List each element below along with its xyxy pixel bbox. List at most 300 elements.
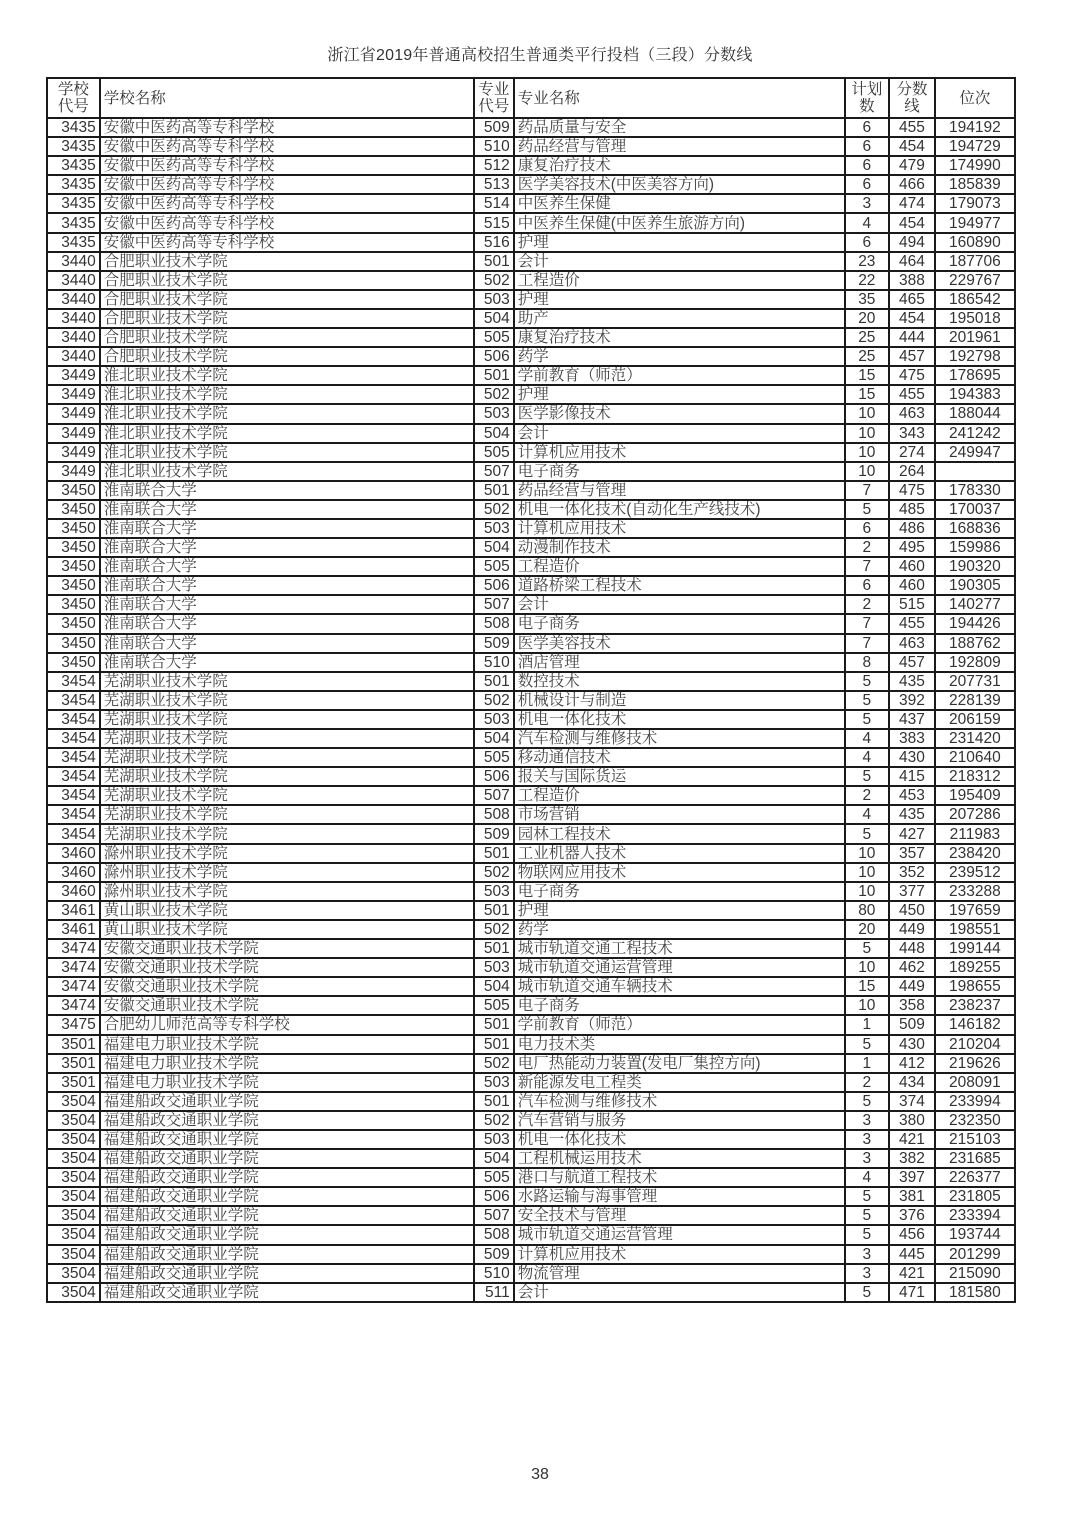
school-code-cell: 3450 — [47, 500, 100, 519]
table-row — [47, 653, 1015, 672]
score-line-cell: 343 — [889, 424, 935, 443]
score-line-cell: 453 — [889, 786, 935, 805]
score-line-cell: 494 — [889, 233, 935, 252]
major-code-cell: 503 — [474, 1073, 514, 1092]
table-row — [47, 977, 1015, 996]
plan-count-cell: 6 — [845, 233, 890, 252]
table-row — [47, 366, 1015, 385]
table-row — [47, 634, 1015, 653]
plan-count-cell: 4 — [845, 805, 890, 824]
rank-cell: 179073 — [935, 194, 1015, 213]
table-row — [47, 462, 1015, 481]
score-line-cell: 455 — [889, 614, 935, 633]
rank-cell: 194192 — [935, 118, 1015, 137]
score-line-cell: 495 — [889, 538, 935, 557]
score-line-cell: 430 — [889, 1035, 935, 1054]
school-code-cell: 3504 — [47, 1111, 100, 1130]
table-row — [47, 1130, 1015, 1149]
school-name-cell: 安徽中医药高等专科学校 — [100, 213, 474, 232]
rank-cell: 241242 — [935, 424, 1015, 443]
plan-count-cell: 25 — [845, 328, 890, 347]
school-name-cell: 安徽交通职业技术学院 — [100, 996, 474, 1015]
table-row — [47, 1111, 1015, 1130]
school-code-cell: 3450 — [47, 634, 100, 653]
table-row — [47, 691, 1015, 710]
table-row — [47, 156, 1015, 175]
school-code-cell: 3454 — [47, 767, 100, 786]
plan-count-cell: 20 — [845, 920, 890, 939]
school-code-cell: 3501 — [47, 1035, 100, 1054]
rank-cell: 239512 — [935, 863, 1015, 882]
score-line-cell: 427 — [889, 824, 935, 843]
school-code-cell: 3454 — [47, 710, 100, 729]
major-name-cell: 物流管理 — [514, 1264, 845, 1283]
school-name-cell: 芜湖职业技术学院 — [100, 805, 474, 824]
major-code-cell: 504 — [474, 538, 514, 557]
school-code-cell: 3504 — [47, 1225, 100, 1244]
school-name-cell: 芜湖职业技术学院 — [100, 729, 474, 748]
score-line-cell: 382 — [889, 1149, 935, 1168]
plan-count-cell: 15 — [845, 385, 890, 404]
table-row — [47, 901, 1015, 920]
rank-cell: 194383 — [935, 385, 1015, 404]
plan-count-cell: 5 — [845, 1035, 890, 1054]
major-name-cell: 会计 — [514, 595, 845, 614]
school-code-cell: 3454 — [47, 672, 100, 691]
school-name-cell: 淮南联合大学 — [100, 500, 474, 519]
rank-cell: 195409 — [935, 786, 1015, 805]
score-line-cell: 455 — [889, 118, 935, 137]
major-name-cell: 电子商务 — [514, 996, 845, 1015]
table-row — [47, 1035, 1015, 1054]
major-code-cell: 506 — [474, 347, 514, 366]
rank-cell: 233288 — [935, 882, 1015, 901]
major-name-cell: 报关与国际货运 — [514, 767, 845, 786]
school-name-cell: 淮北职业技术学院 — [100, 385, 474, 404]
table-row — [47, 290, 1015, 309]
school-code-cell: 3504 — [47, 1149, 100, 1168]
school-name-cell: 安徽中医药高等专科学校 — [100, 118, 474, 137]
school-code-cell: 3449 — [47, 366, 100, 385]
table-row — [47, 958, 1015, 977]
school-name-cell: 芜湖职业技术学院 — [100, 824, 474, 843]
school-name-cell: 安徽中医药高等专科学校 — [100, 233, 474, 252]
table-row — [47, 118, 1015, 137]
school-code-cell: 3435 — [47, 233, 100, 252]
plan-count-cell: 7 — [845, 634, 890, 653]
major-code-cell: 501 — [474, 939, 514, 958]
school-code-cell: 3461 — [47, 920, 100, 939]
major-name-cell: 汽车营销与服务 — [514, 1111, 845, 1130]
score-line-cell: 374 — [889, 1092, 935, 1111]
school-name-cell: 福建电力职业技术学院 — [100, 1054, 474, 1073]
rank-cell: 210640 — [935, 748, 1015, 767]
plan-count-cell: 2 — [845, 538, 890, 557]
rank-cell: 210204 — [935, 1035, 1015, 1054]
plan-count-cell: 10 — [845, 844, 890, 863]
major-name-cell: 中医养生保健(中医养生旅游方向) — [514, 213, 845, 232]
major-code-cell: 503 — [474, 882, 514, 901]
rank-cell — [935, 462, 1015, 481]
school-name-cell: 淮南联合大学 — [100, 538, 474, 557]
table-row — [47, 767, 1015, 786]
school-name-cell: 芜湖职业技术学院 — [100, 691, 474, 710]
table-row — [47, 863, 1015, 882]
major-name-cell: 数控技术 — [514, 672, 845, 691]
table-body — [47, 118, 1015, 1302]
major-code-cell: 508 — [474, 614, 514, 633]
major-name-cell: 港口与航道工程技术 — [514, 1168, 845, 1187]
major-name-cell: 康复治疗技术 — [514, 328, 845, 347]
rank-cell: 193744 — [935, 1225, 1015, 1244]
school-name-cell: 福建船政交通职业学院 — [100, 1225, 474, 1244]
school-code-cell: 3440 — [47, 252, 100, 271]
major-code-cell: 505 — [474, 1168, 514, 1187]
major-name-cell: 中医养生保健 — [514, 194, 845, 213]
plan-count-cell: 6 — [845, 175, 890, 194]
table-header-row — [47, 78, 1015, 118]
major-name-cell: 新能源发电工程类 — [514, 1073, 845, 1092]
score-line-cell: 460 — [889, 557, 935, 576]
rank-cell: 187706 — [935, 252, 1015, 271]
plan-count-cell: 35 — [845, 290, 890, 309]
school-code-cell: 3450 — [47, 653, 100, 672]
header-rank: 位次 — [935, 78, 1015, 118]
table-row — [47, 1073, 1015, 1092]
major-name-cell: 助产 — [514, 309, 845, 328]
major-name-cell: 会计 — [514, 424, 845, 443]
school-name-cell: 芜湖职业技术学院 — [100, 748, 474, 767]
table-row — [47, 824, 1015, 843]
plan-count-cell: 3 — [845, 1149, 890, 1168]
plan-count-cell: 80 — [845, 901, 890, 920]
table-row — [47, 385, 1015, 404]
major-code-cell: 510 — [474, 653, 514, 672]
school-name-cell: 福建船政交通职业学院 — [100, 1264, 474, 1283]
school-name-cell: 安徽交通职业技术学院 — [100, 958, 474, 977]
school-name-cell: 淮北职业技术学院 — [100, 424, 474, 443]
table-row — [47, 1206, 1015, 1225]
school-name-cell: 淮北职业技术学院 — [100, 443, 474, 462]
major-code-cell: 508 — [474, 805, 514, 824]
rank-cell: 178330 — [935, 481, 1015, 500]
school-code-cell: 3504 — [47, 1283, 100, 1302]
score-line-cell: 486 — [889, 519, 935, 538]
major-code-cell: 502 — [474, 1054, 514, 1073]
school-code-cell: 3440 — [47, 347, 100, 366]
school-code-cell: 3449 — [47, 443, 100, 462]
rank-cell: 168836 — [935, 519, 1015, 538]
school-code-cell: 3450 — [47, 614, 100, 633]
school-code-cell: 3454 — [47, 805, 100, 824]
school-code-cell: 3504 — [47, 1187, 100, 1206]
school-name-cell: 淮南联合大学 — [100, 481, 474, 500]
score-line-cell: 445 — [889, 1245, 935, 1264]
major-code-cell: 502 — [474, 920, 514, 939]
school-code-cell: 3504 — [47, 1092, 100, 1111]
major-code-cell: 502 — [474, 1111, 514, 1130]
school-name-cell: 芜湖职业技术学院 — [100, 767, 474, 786]
school-name-cell: 安徽交通职业技术学院 — [100, 939, 474, 958]
major-code-cell: 503 — [474, 958, 514, 977]
score-line-cell: 434 — [889, 1073, 935, 1092]
table-row — [47, 1149, 1015, 1168]
school-name-cell: 福建船政交通职业学院 — [100, 1283, 474, 1302]
school-name-cell: 芜湖职业技术学院 — [100, 710, 474, 729]
plan-count-cell: 10 — [845, 443, 890, 462]
major-code-cell: 503 — [474, 404, 514, 423]
major-name-cell: 护理 — [514, 901, 845, 920]
major-name-cell: 水路运输与海事管理 — [514, 1187, 845, 1206]
major-code-cell: 516 — [474, 233, 514, 252]
school-name-cell: 安徽中医药高等专科学校 — [100, 137, 474, 156]
rank-cell: 192798 — [935, 347, 1015, 366]
major-code-cell: 506 — [474, 576, 514, 595]
major-name-cell: 医学影像技术 — [514, 404, 845, 423]
rank-cell: 146182 — [935, 1015, 1015, 1034]
major-name-cell: 城市轨道交通工程技术 — [514, 939, 845, 958]
plan-count-cell: 5 — [845, 1283, 890, 1302]
major-code-cell: 501 — [474, 844, 514, 863]
score-line-cell: 479 — [889, 156, 935, 175]
plan-count-cell: 10 — [845, 958, 890, 977]
school-code-cell: 3474 — [47, 939, 100, 958]
rank-cell: 233394 — [935, 1206, 1015, 1225]
school-code-cell: 3474 — [47, 977, 100, 996]
school-name-cell: 合肥职业技术学院 — [100, 328, 474, 347]
major-code-cell: 504 — [474, 424, 514, 443]
major-name-cell: 机电一体化技术 — [514, 1130, 845, 1149]
table-row — [47, 1168, 1015, 1187]
major-name-cell: 道路桥梁工程技术 — [514, 576, 845, 595]
rank-cell: 238420 — [935, 844, 1015, 863]
school-code-cell: 3435 — [47, 194, 100, 213]
major-code-cell: 502 — [474, 385, 514, 404]
school-name-cell: 安徽中医药高等专科学校 — [100, 194, 474, 213]
major-code-cell: 507 — [474, 462, 514, 481]
header-score: 分数 线 — [889, 78, 935, 118]
score-line-cell: 448 — [889, 939, 935, 958]
school-code-cell: 3454 — [47, 691, 100, 710]
score-line-cell: 383 — [889, 729, 935, 748]
score-line-cell: 466 — [889, 175, 935, 194]
school-code-cell: 3435 — [47, 118, 100, 137]
score-line-cell: 264 — [889, 462, 935, 481]
major-code-cell: 505 — [474, 748, 514, 767]
school-name-cell: 福建船政交通职业学院 — [100, 1130, 474, 1149]
score-line-cell: 463 — [889, 634, 935, 653]
school-code-cell: 3435 — [47, 137, 100, 156]
school-code-cell: 3449 — [47, 462, 100, 481]
score-line-cell: 449 — [889, 920, 935, 939]
major-code-cell: 503 — [474, 710, 514, 729]
plan-count-cell: 2 — [845, 786, 890, 805]
major-code-cell: 502 — [474, 691, 514, 710]
school-name-cell: 合肥幼儿师范高等专科学校 — [100, 1015, 474, 1034]
rank-cell: 198655 — [935, 977, 1015, 996]
major-code-cell: 510 — [474, 1264, 514, 1283]
rank-cell: 231805 — [935, 1187, 1015, 1206]
table-row — [47, 1245, 1015, 1264]
school-name-cell: 淮南联合大学 — [100, 557, 474, 576]
school-name-cell: 芜湖职业技术学院 — [100, 672, 474, 691]
school-name-cell: 淮北职业技术学院 — [100, 366, 474, 385]
major-code-cell: 515 — [474, 213, 514, 232]
plan-count-cell: 10 — [845, 424, 890, 443]
school-name-cell: 淮南联合大学 — [100, 595, 474, 614]
major-name-cell: 电子商务 — [514, 882, 845, 901]
major-code-cell: 501 — [474, 366, 514, 385]
score-line-cell: 457 — [889, 653, 935, 672]
table-row — [47, 252, 1015, 271]
table-row — [47, 213, 1015, 232]
major-code-cell: 509 — [474, 824, 514, 843]
score-line-cell: 388 — [889, 271, 935, 290]
score-line-cell: 352 — [889, 863, 935, 882]
score-line-cell: 471 — [889, 1283, 935, 1302]
score-line-cell: 435 — [889, 805, 935, 824]
rank-cell: 198551 — [935, 920, 1015, 939]
plan-count-cell: 7 — [845, 557, 890, 576]
major-code-cell: 505 — [474, 443, 514, 462]
school-name-cell: 淮南联合大学 — [100, 614, 474, 633]
score-line-cell: 380 — [889, 1111, 935, 1130]
table-row — [47, 1283, 1015, 1302]
score-line-cell: 437 — [889, 710, 935, 729]
score-line-cell: 515 — [889, 595, 935, 614]
table-row — [47, 1264, 1015, 1283]
school-name-cell: 安徽中医药高等专科学校 — [100, 156, 474, 175]
score-line-cell: 462 — [889, 958, 935, 977]
major-code-cell: 509 — [474, 1245, 514, 1264]
rank-cell: 228139 — [935, 691, 1015, 710]
school-name-cell: 福建船政交通职业学院 — [100, 1111, 474, 1130]
table-row — [47, 1225, 1015, 1244]
plan-count-cell: 5 — [845, 939, 890, 958]
major-code-cell: 502 — [474, 271, 514, 290]
rank-cell: 206159 — [935, 710, 1015, 729]
plan-count-cell: 4 — [845, 748, 890, 767]
major-name-cell: 护理 — [514, 233, 845, 252]
rank-cell: 233994 — [935, 1092, 1015, 1111]
major-name-cell: 电厂热能动力装置(发电厂集控方向) — [514, 1054, 845, 1073]
school-code-cell: 3440 — [47, 309, 100, 328]
rank-cell: 194426 — [935, 614, 1015, 633]
plan-count-cell: 5 — [845, 1206, 890, 1225]
table-row — [47, 519, 1015, 538]
rank-cell: 160890 — [935, 233, 1015, 252]
plan-count-cell: 3 — [845, 1111, 890, 1130]
rank-cell: 231420 — [935, 729, 1015, 748]
plan-count-cell: 3 — [845, 1245, 890, 1264]
header-plan: 计划 数 — [845, 78, 890, 118]
rank-cell: 238237 — [935, 996, 1015, 1015]
rank-cell: 199144 — [935, 939, 1015, 958]
plan-count-cell: 5 — [845, 1225, 890, 1244]
major-name-cell: 酒店管理 — [514, 653, 845, 672]
plan-count-cell: 3 — [845, 1130, 890, 1149]
plan-count-cell: 3 — [845, 1264, 890, 1283]
rank-cell: 178695 — [935, 366, 1015, 385]
score-line-cell: 509 — [889, 1015, 935, 1034]
score-line-cell: 454 — [889, 213, 935, 232]
score-line-cell: 475 — [889, 481, 935, 500]
major-name-cell: 医学美容技术(中医美容方向) — [514, 175, 845, 194]
school-name-cell: 合肥职业技术学院 — [100, 309, 474, 328]
score-line-cell: 457 — [889, 347, 935, 366]
rank-cell: 218312 — [935, 767, 1015, 786]
school-name-cell: 合肥职业技术学院 — [100, 290, 474, 309]
score-line-cell: 376 — [889, 1206, 935, 1225]
plan-count-cell: 6 — [845, 519, 890, 538]
major-code-cell: 505 — [474, 996, 514, 1015]
score-line-cell: 454 — [889, 309, 935, 328]
major-code-cell: 501 — [474, 672, 514, 691]
rank-cell: 192809 — [935, 653, 1015, 672]
plan-count-cell: 10 — [845, 404, 890, 423]
plan-count-cell: 3 — [845, 194, 890, 213]
plan-count-cell: 6 — [845, 156, 890, 175]
page-title: 浙江省2019年普通高校招生普通类平行投档（三段）分数线 — [327, 47, 753, 64]
major-code-cell: 509 — [474, 634, 514, 653]
school-code-cell: 3435 — [47, 175, 100, 194]
major-code-cell: 505 — [474, 557, 514, 576]
major-name-cell: 计算机应用技术 — [514, 1245, 845, 1264]
school-code-cell: 3504 — [47, 1168, 100, 1187]
table-row — [47, 595, 1015, 614]
school-name-cell: 黄山职业技术学院 — [100, 901, 474, 920]
school-name-cell: 淮南联合大学 — [100, 519, 474, 538]
rank-cell: 189255 — [935, 958, 1015, 977]
score-line-cell: 274 — [889, 443, 935, 462]
rank-cell: 197659 — [935, 901, 1015, 920]
score-line-cell: 381 — [889, 1187, 935, 1206]
major-code-cell: 503 — [474, 519, 514, 538]
score-line-cell: 456 — [889, 1225, 935, 1244]
major-name-cell: 工程造价 — [514, 557, 845, 576]
plan-count-cell: 10 — [845, 462, 890, 481]
school-code-cell: 3460 — [47, 844, 100, 863]
school-name-cell: 安徽中医药高等专科学校 — [100, 175, 474, 194]
rank-cell: 249947 — [935, 443, 1015, 462]
major-name-cell: 电子商务 — [514, 462, 845, 481]
score-line-cell: 465 — [889, 290, 935, 309]
major-name-cell: 药品经营与管理 — [514, 481, 845, 500]
table-row — [47, 710, 1015, 729]
rank-cell: 195018 — [935, 309, 1015, 328]
plan-count-cell: 5 — [845, 767, 890, 786]
table-row — [47, 557, 1015, 576]
table-row — [47, 271, 1015, 290]
table-row — [47, 996, 1015, 1015]
table-row — [47, 328, 1015, 347]
major-name-cell: 电力技术类 — [514, 1035, 845, 1054]
table-row — [47, 805, 1015, 824]
major-name-cell: 动漫制作技术 — [514, 538, 845, 557]
major-name-cell: 医学美容技术 — [514, 634, 845, 653]
rank-cell: 190320 — [935, 557, 1015, 576]
plan-count-cell: 22 — [845, 271, 890, 290]
table-row — [47, 614, 1015, 633]
rank-cell: 201961 — [935, 328, 1015, 347]
major-code-cell: 511 — [474, 1283, 514, 1302]
school-code-cell: 3450 — [47, 595, 100, 614]
school-code-cell: 3449 — [47, 404, 100, 423]
plan-count-cell: 2 — [845, 595, 890, 614]
score-line-cell: 460 — [889, 576, 935, 595]
school-code-cell: 3474 — [47, 996, 100, 1015]
plan-count-cell: 8 — [845, 653, 890, 672]
